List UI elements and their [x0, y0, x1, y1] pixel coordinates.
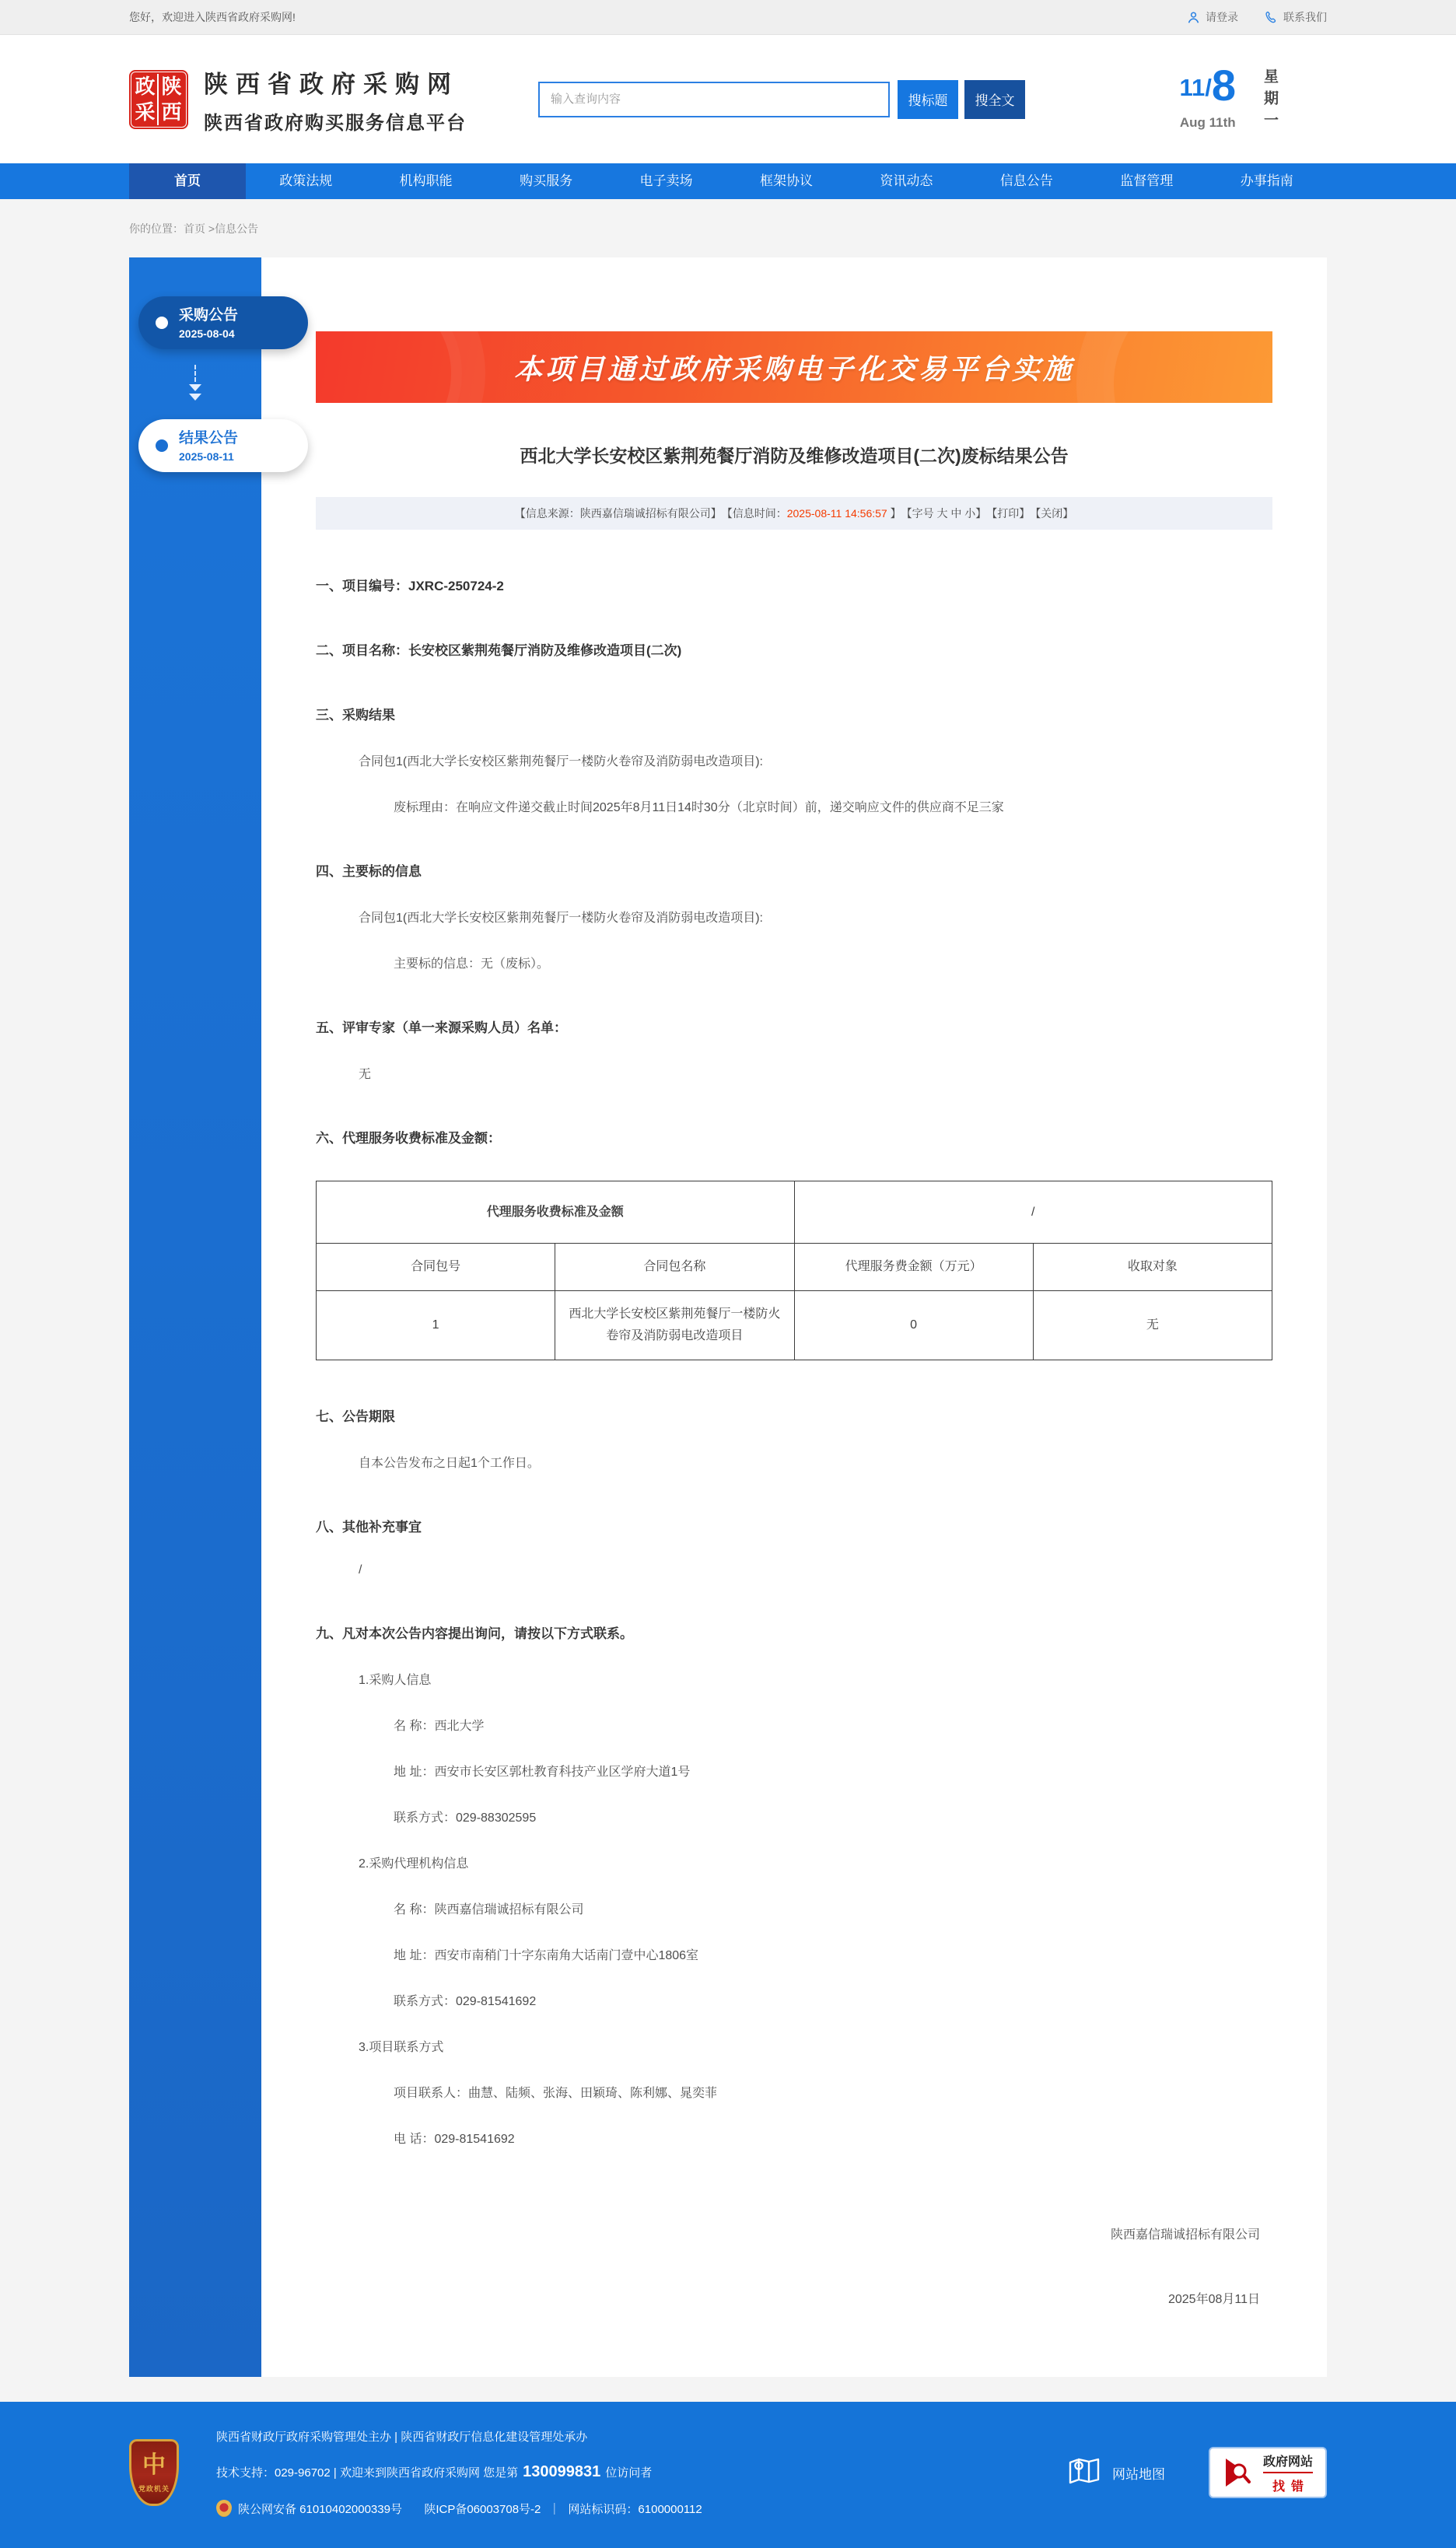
- dot-icon: [156, 317, 168, 329]
- nav-item-purchase[interactable]: 购买服务: [520, 173, 573, 188]
- platform-banner: [316, 331, 1272, 403]
- breadcrumb-current: 信息公告: [215, 222, 259, 235]
- contact-group-head: 3.项目联系方式: [359, 2041, 444, 2054]
- contact-link[interactable]: [1265, 9, 1327, 25]
- site-code: 网站标识码：6100000112: [568, 2502, 702, 2516]
- search-title-button[interactable]: 搜标题: [898, 80, 958, 119]
- dot-icon: [156, 439, 168, 452]
- signature-date: 2025年08月11日: [1167, 2293, 1260, 2306]
- footer-organizer-line: 陕西省财政厅政府采购管理处主办 | 陕西省财政厅信息化建设管理处承办: [216, 2431, 588, 2444]
- site-footer: [0, 2402, 1456, 2548]
- section-agency-fee: 六、代理服务收费标准及金额： 代理服务收费标准及金额 / 合同包号 合同包名称 代理服务费金额（万元） 收取对象 1 西北大学长安校区紫荆苑餐厅一楼防火卷帘及消防弱电改造项目 0 无: [316, 1127, 1272, 1360]
- down-arrow-icon: [129, 365, 261, 401]
- section-procurement-result: 三、采购结果 合同包1(西北大学长安校区紫荆苑餐厅一楼防火卷帘及消防弱电改造项目): 废标理由：在响应文件递交截止时间2025年8月11日14时30分（北京时间）前，递交响应文件的供应商不足三家: [316, 708, 1004, 814]
- table-merged-value: /: [794, 1181, 1272, 1244]
- footer-support-line: 技术支持：029-96702 | 欢迎来到陕西省政府采购网 您是第 130099831 位访问者: [216, 2463, 653, 2480]
- sitemap-label: 网站地图: [1112, 2466, 1165, 2482]
- sidebar-item-date: 2025-08-11: [179, 450, 234, 463]
- nav-item-home[interactable]: 首页: [129, 163, 246, 199]
- sidebar-item-result-notice[interactable]: [138, 419, 308, 472]
- article-meta-bar: 【信息来源：陕西嘉信瑞诚招标有限公司】 【信息时间： 2025-08-11 14:56:57 】 【字号 大 中 小】 【打印】 【关闭】: [316, 497, 1272, 530]
- contact-group-head: 2.采购代理机构信息: [359, 1857, 469, 1871]
- search-fulltext-button[interactable]: 搜全文: [964, 80, 1025, 119]
- section-contact: 九、凡对本次公告内容提出询问，请按以下方式联系。 1.采购人信息 名 称：西北大学 地 址：西安市长安区郭杜教育科技产业区学府大道1号 联系方式：029-88302595 2.采购代理机构信息 名 称：陕西嘉信瑞诚招标有限公司 地 址：西安市南稍门十字东南角大话南门壹中心1806室 联系方式：029-81541692 3.项目联系方式 项目联系人：曲慧、陆频、张海、田颖琦、陈利娜、晁奕菲 电 话：029-81541692: [316, 1622, 1272, 2147]
- section-project-name: 二、项目名称：长安校区紫荆苑餐厅消防及维修改造项目(二次): [316, 643, 682, 658]
- site-header: [0, 35, 1456, 163]
- website-error-report-badge[interactable]: 政府网站 找错: [1209, 2447, 1327, 2498]
- sidebar-item-label: 采购公告: [179, 306, 239, 324]
- date-english: Aug 11th: [1179, 114, 1236, 130]
- breadcrumb-separator: >: [208, 222, 215, 235]
- date-widget: [1179, 60, 1327, 134]
- article-panel: [261, 257, 1327, 2377]
- government-emblem-icon: 中 党政机关: [129, 2439, 179, 2506]
- search-group: [538, 80, 1025, 119]
- nav-item-news[interactable]: 资讯动态: [880, 173, 933, 188]
- nav-item-announcements[interactable]: 信息公告: [999, 173, 1053, 188]
- agency-fee-table: [316, 1181, 1272, 1360]
- date-weekday: 星期一: [1262, 68, 1278, 134]
- signature-company: 陕西嘉信瑞诚招标有限公司: [1110, 2228, 1260, 2242]
- breadcrumb-home-link[interactable]: 首页: [184, 222, 205, 235]
- close-button[interactable]: 【关闭】: [1030, 507, 1074, 520]
- meta-source: 【信息来源：陕西嘉信瑞诚招标有限公司】: [514, 507, 722, 520]
- meta-time-prefix: 【信息时间：: [721, 507, 787, 520]
- login-link[interactable]: [1187, 9, 1238, 25]
- main-area: [129, 257, 1327, 2377]
- nav-item-policy[interactable]: 政策法规: [279, 173, 333, 188]
- welcome-text: 您好，欢迎进入陕西省政府采购网!: [129, 11, 296, 23]
- sidebar-item-label: 结果公告: [179, 429, 239, 446]
- print-button[interactable]: 【打印】: [986, 507, 1031, 520]
- map-icon: [1069, 2456, 1100, 2490]
- contact-group-head: 1.采购人信息: [359, 1674, 432, 1687]
- contact-label: 联系我们: [1283, 11, 1327, 23]
- timeline-sidebar: [129, 257, 261, 2377]
- sidebar-item-purchase-notice[interactable]: [138, 296, 308, 349]
- icp-link[interactable]: 陕ICP备06003708号-2: [424, 2502, 541, 2516]
- breadcrumb: [129, 199, 1327, 257]
- banner-text: 本项目通过政府采购电子化交易平台实施: [513, 352, 1074, 385]
- user-icon: [1187, 11, 1200, 24]
- signature-block: [316, 2224, 1272, 2307]
- breadcrumb-prefix: 你的位置：: [129, 222, 184, 235]
- site-logo[interactable]: 政 陕 采 西: [129, 70, 188, 129]
- section-other-matters: 八、其他补充事宜 /: [316, 1520, 422, 1577]
- table-header-row: 合同包号 合同包名称 代理服务费金额（万元） 收取对象: [317, 1244, 1272, 1291]
- beian-link[interactable]: 陕公网安备 61010402000339号: [238, 2502, 402, 2516]
- section-experts: 五、评审专家（单一来源采购人员）名单： 无: [316, 1020, 567, 1081]
- nav-item-functions[interactable]: 机构职能: [399, 173, 453, 188]
- nav-item-supervision[interactable]: 监督管理: [1120, 173, 1174, 188]
- date-month: 11/: [1179, 73, 1212, 101]
- table-merged-title: 代理服务收费标准及金额: [317, 1181, 795, 1244]
- table-row: 1 西北大学长安校区紫荆苑餐厅一楼防火卷帘及消防弱电改造项目 0 无: [317, 1291, 1272, 1360]
- section-main-subject: 四、主要标的信息 合同包1(西北大学长安校区紫荆苑餐厅一楼防火卷帘及消防弱电改造项目): 主要标的信息：无（废标）。: [316, 864, 764, 971]
- section-notice-period: 七、公告期限 自本公告发布之日起1个工作日。: [316, 1409, 540, 1470]
- site-subtitle: 陕西省政府购买服务信息平台: [204, 112, 467, 134]
- nav-item-framework[interactable]: 框架协议: [759, 173, 813, 188]
- login-label: 请登录: [1206, 11, 1238, 23]
- search-input[interactable]: [538, 82, 890, 117]
- meta-time: 2025-08-11 14:56:57: [786, 507, 887, 520]
- phone-icon: [1265, 11, 1278, 24]
- section-project-number: 一、项目编号：JXRC-250724-2: [316, 579, 504, 593]
- article-title: 西北大学长安校区紫荆苑餐厅消防及维修改造项目(二次)废标结果公告: [520, 446, 1069, 466]
- breadcrumb-row: [0, 199, 1456, 257]
- sitemap-link[interactable]: [1069, 2456, 1165, 2490]
- visitor-count: 130099831: [523, 2463, 601, 2480]
- footer-registration-line: 陕公网安备 61010402000339号 陕ICP备06003708号-2 ｜ 网站标识码：6100000112: [216, 2500, 702, 2517]
- sidebar-item-date: 2025-08-04: [179, 327, 235, 340]
- nav-item-guide[interactable]: 办事指南: [1240, 173, 1293, 188]
- main-nav: [0, 163, 1456, 199]
- date-day: 8: [1211, 60, 1236, 110]
- top-bar: [0, 0, 1456, 35]
- find-error-icon: [1223, 2455, 1257, 2490]
- nav-item-emarket[interactable]: 电子卖场: [639, 173, 693, 188]
- fontsize-controls[interactable]: 【字号 大 中 小】: [901, 507, 987, 520]
- site-name: 陕西省政府采购网: [204, 70, 459, 98]
- police-badge-icon: [216, 2500, 232, 2517]
